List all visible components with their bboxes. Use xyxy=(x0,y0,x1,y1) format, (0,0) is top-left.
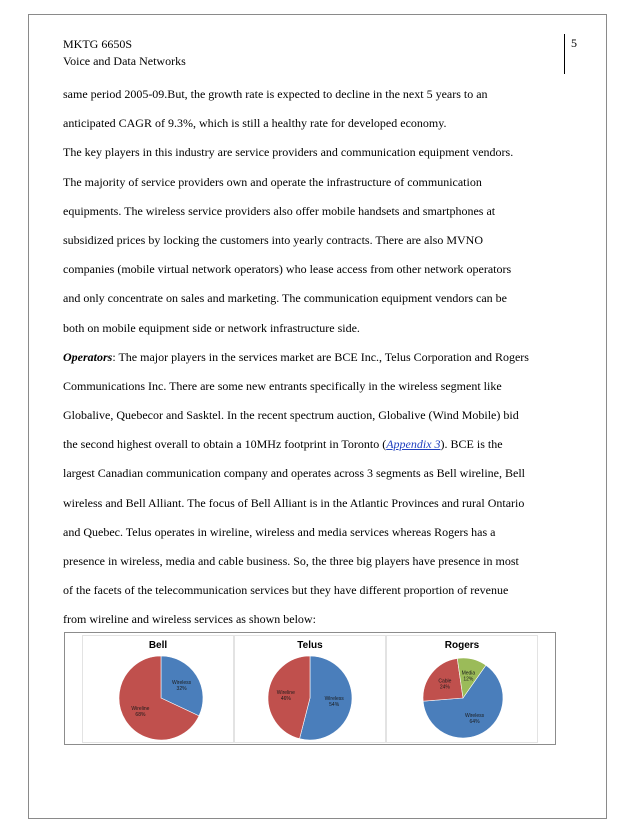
pie-slice-label: Wireline 68% xyxy=(131,706,150,719)
paragraph-line: equipments. The wireless service providers also offer mobile handsets and smartphones at xyxy=(63,203,496,218)
page-number-rule xyxy=(564,34,565,74)
course-code: MKTG 6650S xyxy=(63,37,133,51)
operators-text: : The major players in the services market are BCE Inc., Telus Corporation and Rogers xyxy=(112,349,529,364)
revenue-mix-figure xyxy=(64,632,556,745)
telus-chart xyxy=(235,636,385,742)
paragraph-line: wireless and Bell Alliant. The focus of Bell Alliant is in the Atlantic Provinces and rural Ontario xyxy=(63,495,525,510)
paragraph-line: Communications Inc. There are some new entrants specifically in the wireless segment like xyxy=(63,378,502,393)
chart-title: Telus xyxy=(297,640,323,651)
paragraph-line: The key players in this industry are service providers and communication equipment vendors. xyxy=(63,145,514,160)
paragraph-line: anticipated CAGR of 9.3%, which is still a healthy rate for developed economy. xyxy=(63,116,447,131)
paragraph-line: same period 2005-09.But, the growth rate is expected to decline in the next 5 years to an xyxy=(63,87,488,101)
rogers-pie xyxy=(387,650,537,742)
paragraph-line: and only concentrate on sales and marketing. The communication equipment vendors can be xyxy=(63,291,507,306)
chart-title: Bell xyxy=(148,640,168,651)
body-text xyxy=(63,85,573,640)
operators-label: Operators xyxy=(63,349,113,364)
operators-line xyxy=(63,348,573,377)
paragraph-line: of the facets of the telecommunication services but they have different proportion of revenue xyxy=(63,583,509,598)
paragraph-line: presence in wireless, media and cable business. So, the three big players have presence in most xyxy=(63,554,519,568)
page-number: 5 xyxy=(571,36,577,50)
pie-slice-label: Wireless 54% xyxy=(324,696,344,709)
appendix-line xyxy=(63,435,573,464)
pie-slice-label: Media 12% xyxy=(461,670,476,683)
pie-slice-label: Wireless 64% xyxy=(464,713,485,726)
paragraph-line: Globalive, Quebecor and Sasktel. In the recent spectrum auction, Globalive (Wind Mobile) bid xyxy=(63,408,519,423)
chart-title: Rogers xyxy=(444,640,480,651)
page-header xyxy=(63,36,186,70)
paragraph-line: companies (mobile virtual network operators) who lease access from other network operators xyxy=(63,262,512,277)
paragraph-line: from wireline and wireless services as shown below: xyxy=(63,612,316,627)
appendix-pre: the second highest overall to obtain a 10MHz footprint in Toronto ( xyxy=(63,437,387,452)
telus-pie xyxy=(235,650,385,742)
bell-pie xyxy=(83,650,233,742)
appendix-post: ). BCE is the xyxy=(440,437,503,452)
course-subtitle: Voice and Data Networks xyxy=(63,54,186,68)
paragraph-line: and Quebec. Telus operates in wireline, wireless and media services whereas Rogers has a xyxy=(63,524,496,539)
paragraph-line: The majority of service providers own and operate the infrastructure of communication xyxy=(63,174,482,189)
rogers-chart xyxy=(387,636,537,742)
pie-slice-label: Cable 24% xyxy=(438,678,452,691)
paragraph-line: subsidized prices by locking the customers into yearly contracts. There are also MVNO xyxy=(63,232,483,247)
bell-chart xyxy=(83,636,233,742)
appendix-3-link[interactable]: Appendix 3 xyxy=(386,437,441,452)
pie-slice-label: Wireless 32% xyxy=(171,679,192,692)
paragraph-line: largest Canadian communication company and operates across 3 segments as Bell wireline, Bell xyxy=(63,466,525,481)
paragraph-line: both on mobile equipment side or network infrastructure side. xyxy=(63,320,360,335)
pie-slice-label: Wireline 46% xyxy=(276,689,295,702)
